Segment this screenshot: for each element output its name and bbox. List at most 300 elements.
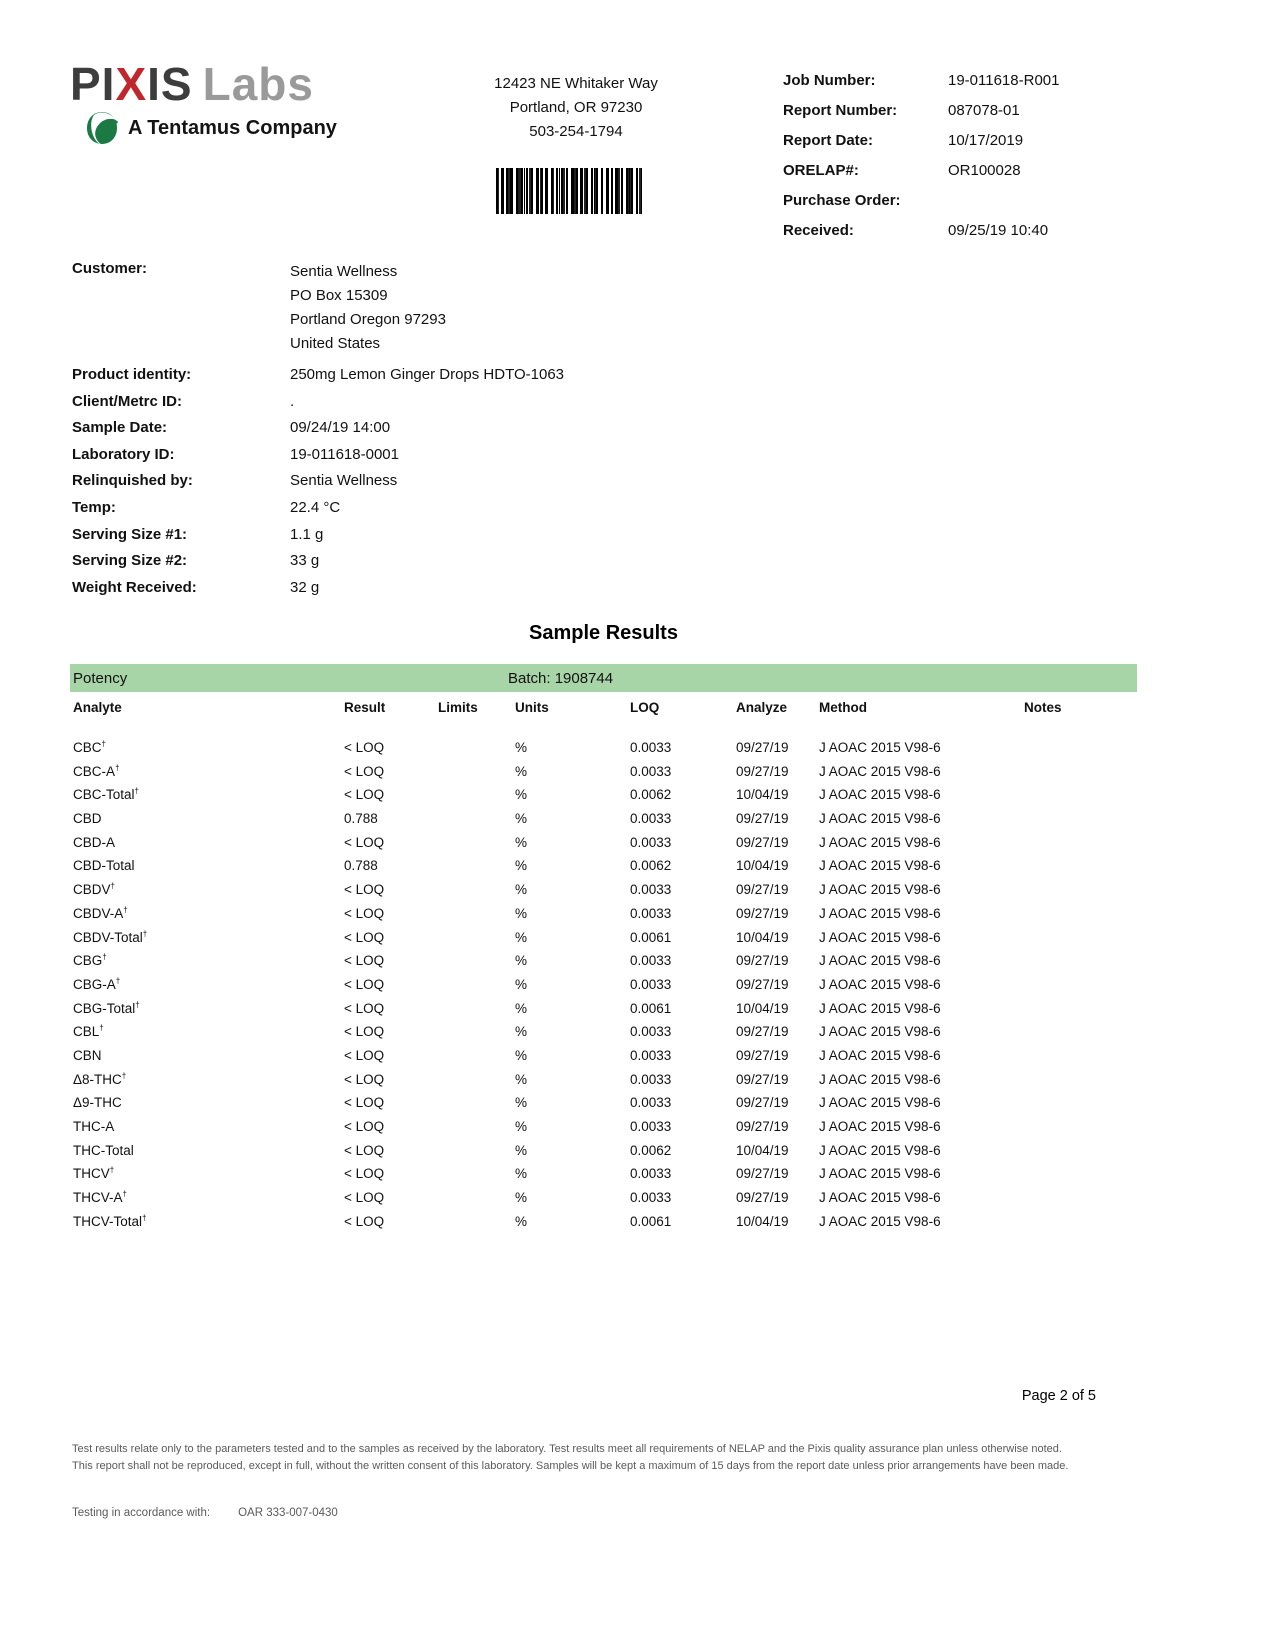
loq-cell: 0.0062 [630, 858, 672, 874]
accordance-label: Testing in accordance with: [72, 1507, 211, 1519]
limits-cell [438, 1210, 515, 1234]
table-row [70, 1162, 1137, 1186]
table-row [70, 997, 1137, 1021]
notes-cell [1024, 1210, 1137, 1234]
sample-info-value: 22.4 °C [290, 498, 341, 516]
accordance-line [72, 1507, 338, 1519]
table-row [70, 1139, 1137, 1163]
loq-cell: 0.0033 [630, 1095, 672, 1111]
notes-cell [1024, 1068, 1137, 1092]
notes-cell [1024, 1139, 1137, 1163]
method-cell: J AOAC 2015 V98-6 [819, 740, 941, 755]
dagger-mark: † [99, 1023, 104, 1033]
sample-info-row [72, 526, 872, 553]
notes-cell [1024, 1091, 1137, 1115]
sample-info-label: Relinquished by: [72, 472, 193, 490]
table-row [70, 1020, 1137, 1044]
result-cell: < LOQ [344, 740, 385, 755]
sample-info-row [72, 366, 872, 393]
loq-cell: 0.0033 [630, 1190, 672, 1206]
dagger-mark: † [122, 1189, 128, 1199]
limits-cell [438, 783, 515, 807]
method-cell: J AOAC 2015 V98-6 [819, 834, 941, 850]
meta-label: Report Date: [783, 132, 874, 149]
units-cell: % [515, 882, 528, 898]
barcode [496, 168, 642, 214]
table-row [70, 854, 1137, 878]
limits-cell [438, 997, 515, 1021]
logo-text-is: IS [147, 58, 193, 110]
result-cell: < LOQ [344, 1190, 385, 1206]
address-phone: 503-254-1794 [529, 123, 623, 140]
loq-cell: 0.0033 [630, 953, 672, 969]
column-header: Units [515, 700, 549, 715]
batch-number: Batch: 1908744 [508, 669, 614, 687]
notes-cell [1024, 736, 1137, 760]
result-cell: < LOQ [344, 929, 385, 945]
dagger-mark: † [142, 929, 148, 938]
notes-cell [1024, 1162, 1137, 1186]
table-row [70, 1210, 1137, 1234]
result-cell: 0.788 [344, 811, 378, 827]
address-line1: 12423 NE Whitaker Way [494, 75, 658, 92]
dagger-mark: † [101, 739, 107, 749]
result-cell: < LOQ [344, 1095, 385, 1111]
analyze-date-cell: 09/27/19 [736, 1119, 789, 1134]
sample-info-value: 250mg Lemon Ginger Drops HDTO-1063 [290, 366, 565, 383]
table-row [70, 1044, 1137, 1068]
analyte-name: Δ8-THC [73, 1071, 122, 1087]
analyte-cell [73, 973, 344, 997]
units-cell: % [515, 1095, 528, 1111]
limits-cell [438, 807, 515, 831]
units-cell: % [515, 1213, 528, 1229]
loq-cell: 0.0033 [630, 1166, 672, 1182]
sample-info-value: Sentia Wellness [290, 472, 398, 490]
limits-cell [438, 1186, 515, 1210]
limits-cell [438, 902, 515, 926]
column-header: Analyze [736, 700, 788, 715]
limits-cell [438, 878, 515, 902]
analyze-date-cell: 09/27/19 [736, 811, 789, 827]
sample-info-row [72, 499, 872, 526]
sample-info-label: Weight Received: [72, 578, 197, 596]
limits-cell [438, 854, 515, 878]
notes-cell [1024, 926, 1137, 950]
sample-info-label: Client/Metrc ID: [72, 392, 183, 410]
dagger-mark: † [109, 1165, 115, 1175]
customer-address-line: Sentia Wellness [290, 263, 398, 280]
analyte-name: THCV-Total [73, 1213, 143, 1229]
footer-disclaimer: Test results relate only to the parameters tested and to the samples as received by the laboratory. Test results meet all requirements of NELAP and the Pixis quality assurance plan unless otherwise noted. This report shall not be reproduced, except in full, without the written consent of this laboratory. Samples will be kept a maximum of 15 days from the report date unless prior arrangements have been made. [72, 1443, 1069, 1472]
sample-info-value: 19-011618-0001 [290, 445, 399, 463]
analyte-name: THC-Total [73, 1142, 134, 1158]
loq-cell: 0.0033 [630, 1119, 672, 1134]
logo-text-pi: PI [70, 58, 116, 110]
analyze-date-cell: 09/27/19 [736, 740, 789, 755]
units-cell: % [515, 1047, 528, 1063]
loq-cell: 0.0033 [630, 811, 672, 827]
analyte-cell [73, 831, 344, 855]
sample-info-label: Laboratory ID: [72, 445, 175, 463]
potency-band [70, 664, 1137, 692]
meta-row [783, 162, 1203, 192]
units-cell: % [515, 740, 528, 755]
sample-info-label: Temp: [72, 498, 116, 516]
dagger-mark: † [115, 976, 121, 986]
loq-cell: 0.0033 [630, 834, 672, 850]
sample-info-row [72, 393, 872, 420]
limits-cell [438, 831, 515, 855]
analyze-date-cell: 09/27/19 [736, 882, 789, 898]
method-cell: J AOAC 2015 V98-6 [819, 1142, 941, 1158]
meta-value: 09/25/19 10:40 [948, 222, 1049, 239]
report-meta [783, 72, 1203, 252]
meta-row [783, 132, 1203, 162]
method-cell: J AOAC 2015 V98-6 [819, 858, 941, 874]
analyze-date-cell: 09/27/19 [736, 976, 789, 992]
meta-value: 087078-01 [948, 102, 1020, 119]
analyte-name: CBG [73, 953, 103, 969]
page-number: Page 2 of 5 [1021, 1388, 1096, 1404]
analyte-cell [73, 854, 344, 878]
notes-cell [1024, 973, 1137, 997]
meta-row [783, 222, 1203, 252]
logo-wordmark [70, 60, 337, 108]
units-cell: % [515, 811, 528, 827]
dagger-mark: † [121, 1071, 127, 1081]
analyte-cell [73, 1186, 344, 1210]
limits-cell [438, 973, 515, 997]
units-cell: % [515, 1142, 528, 1158]
dagger-mark: † [135, 1000, 140, 1010]
analyte-name: CBC-A [73, 763, 116, 779]
meta-value: 10/17/2019 [948, 132, 1024, 149]
result-cell: < LOQ [344, 787, 385, 803]
limits-cell [438, 736, 515, 760]
analyze-date-cell: 09/27/19 [736, 1047, 789, 1063]
notes-cell [1024, 902, 1137, 926]
analyte-name: Δ9-THC [73, 1095, 122, 1111]
result-cell: < LOQ [344, 1213, 385, 1229]
sample-info-label: Serving Size #2: [72, 552, 188, 570]
table-row [70, 831, 1137, 855]
result-cell: < LOQ [344, 976, 385, 992]
limits-cell [438, 1044, 515, 1068]
limits-cell [438, 1139, 515, 1163]
analyze-date-cell: 09/27/19 [736, 1190, 789, 1206]
notes-cell [1024, 760, 1137, 784]
sample-info-label: Sample Date: [72, 419, 168, 437]
analyze-date-cell: 10/04/19 [736, 1000, 789, 1016]
sample-info-value: 33 g [290, 552, 320, 570]
analyte-cell [73, 997, 344, 1021]
notes-cell [1024, 831, 1137, 855]
analyte-cell [73, 1091, 344, 1115]
limits-cell [438, 1020, 515, 1044]
sample-info-row [72, 579, 872, 606]
limits-cell [438, 1068, 515, 1092]
units-cell: % [515, 834, 528, 850]
column-header: Result [344, 700, 386, 715]
analyte-name: CBDV [73, 882, 111, 898]
dagger-mark: † [123, 905, 128, 915]
meta-label: Received: [783, 222, 854, 239]
method-cell: J AOAC 2015 V98-6 [819, 882, 941, 898]
analyte-cell [73, 1210, 344, 1234]
result-cell: < LOQ [344, 1071, 385, 1087]
table-row [70, 760, 1137, 784]
notes-cell [1024, 878, 1137, 902]
loq-cell: 0.0062 [630, 787, 672, 803]
method-cell: J AOAC 2015 V98-6 [819, 953, 941, 969]
loq-cell: 0.0061 [630, 1213, 672, 1229]
logo-tagline: A Tentamus Company [128, 116, 337, 139]
result-cell: < LOQ [344, 882, 385, 898]
analyte-name: CBD [73, 811, 102, 827]
result-cell: < LOQ [344, 953, 385, 969]
analyze-date-cell: 09/27/19 [736, 1095, 789, 1111]
column-header: LOQ [630, 700, 660, 715]
method-cell: J AOAC 2015 V98-6 [819, 905, 941, 921]
analyte-cell [73, 926, 344, 950]
loq-cell: 0.0033 [630, 1024, 672, 1040]
analyze-date-cell: 10/04/19 [736, 1142, 789, 1158]
notes-cell [1024, 1115, 1137, 1139]
column-header: Analyte [73, 700, 122, 715]
units-cell: % [515, 763, 528, 779]
analyze-date-cell: 09/27/19 [736, 1071, 789, 1087]
units-cell: % [515, 953, 528, 969]
analyte-name: CBC-Total [73, 787, 135, 803]
analyte-cell [73, 1020, 344, 1044]
analyte-name: CBN [73, 1047, 102, 1063]
table-row [70, 1186, 1137, 1210]
loq-cell: 0.0033 [630, 882, 672, 898]
analyte-name: CBDV-A [73, 905, 124, 921]
units-cell: % [515, 1190, 528, 1206]
column-header: Limits [438, 700, 478, 715]
analyze-date-cell: 10/04/19 [736, 1213, 789, 1229]
result-cell: < LOQ [344, 1047, 385, 1063]
table-row [70, 1091, 1137, 1115]
method-cell: J AOAC 2015 V98-6 [819, 1213, 941, 1229]
dagger-mark: † [115, 763, 120, 773]
dagger-mark: † [102, 952, 107, 962]
sample-info-row [72, 472, 872, 499]
method-cell: J AOAC 2015 V98-6 [819, 1166, 941, 1182]
loq-cell: 0.0033 [630, 1047, 672, 1063]
loq-cell: 0.0033 [630, 763, 672, 779]
dagger-mark: † [142, 1213, 147, 1223]
table-row [70, 902, 1137, 926]
limits-cell [438, 1162, 515, 1186]
accordance-value: OAR 333-007-0430 [238, 1507, 338, 1519]
sample-info-block [72, 366, 872, 605]
analyte-cell [73, 902, 344, 926]
notes-cell [1024, 783, 1137, 807]
notes-cell [1024, 1020, 1137, 1044]
method-cell: J AOAC 2015 V98-6 [819, 976, 941, 992]
customer-block [72, 260, 446, 356]
customer-address-line: Portland Oregon 97293 [290, 311, 446, 328]
sample-info-value: 32 g [290, 578, 320, 596]
loq-cell: 0.0033 [630, 740, 672, 755]
method-cell: J AOAC 2015 V98-6 [819, 787, 941, 803]
units-cell: % [515, 1119, 528, 1134]
meta-row [783, 192, 1203, 222]
analyze-date-cell: 09/27/19 [736, 1166, 789, 1182]
analyte-name: CBD-Total [73, 858, 135, 874]
analyte-cell [73, 1115, 344, 1139]
table-row [70, 973, 1137, 997]
analyte-name: THC-A [73, 1119, 115, 1134]
limits-cell [438, 760, 515, 784]
units-cell: % [515, 1024, 528, 1040]
method-cell: J AOAC 2015 V98-6 [819, 1047, 941, 1063]
units-cell: % [515, 858, 528, 874]
analyze-date-cell: 09/27/19 [736, 905, 789, 921]
results-table [70, 664, 1137, 1233]
result-cell: < LOQ [344, 834, 385, 850]
table-row [70, 878, 1137, 902]
address-line2: Portland, OR 97230 [509, 99, 643, 116]
analyze-date-cell: 09/27/19 [736, 834, 789, 850]
meta-row [783, 72, 1203, 102]
limits-cell [438, 949, 515, 973]
analyte-name: CBL [73, 1024, 100, 1040]
table-row [70, 736, 1137, 760]
method-cell: J AOAC 2015 V98-6 [819, 1095, 941, 1111]
limits-cell [438, 926, 515, 950]
meta-value: 19-011618-R001 [948, 72, 1060, 89]
analyte-cell [73, 1044, 344, 1068]
sample-info-value: 09/24/19 14:00 [290, 419, 391, 437]
analyte-name: CBG-Total [73, 1000, 136, 1016]
meta-label: Job Number: [783, 72, 876, 89]
analyte-cell [73, 736, 344, 760]
logo-text-x: X [115, 58, 148, 110]
notes-cell [1024, 807, 1137, 831]
units-cell: % [515, 1071, 528, 1087]
loq-cell: 0.0061 [630, 929, 672, 945]
table-row [70, 1068, 1137, 1092]
analyte-cell [73, 878, 344, 902]
analyte-name: CBG-A [73, 976, 116, 992]
loq-cell: 0.0033 [630, 1071, 672, 1087]
notes-cell [1024, 1186, 1137, 1210]
table-body [70, 736, 1137, 1233]
result-cell: < LOQ [344, 1166, 385, 1182]
result-cell: < LOQ [344, 1024, 385, 1040]
method-cell: J AOAC 2015 V98-6 [819, 1071, 941, 1087]
result-cell: < LOQ [344, 1142, 385, 1158]
method-cell: J AOAC 2015 V98-6 [819, 1190, 941, 1206]
sample-info-label: Serving Size #1: [72, 525, 188, 543]
method-cell: J AOAC 2015 V98-6 [819, 929, 941, 945]
analyte-cell [73, 760, 344, 784]
sample-info-row [72, 552, 872, 579]
limits-cell [438, 1091, 515, 1115]
result-cell: < LOQ [344, 1119, 385, 1134]
notes-cell [1024, 997, 1137, 1021]
column-header: Method [819, 700, 867, 715]
units-cell: % [515, 787, 528, 803]
analyze-date-cell: 10/04/19 [736, 787, 789, 803]
method-cell: J AOAC 2015 V98-6 [819, 763, 941, 779]
lab-address [430, 72, 722, 144]
table-row [70, 783, 1137, 807]
analyte-cell [73, 783, 344, 807]
meta-row [783, 102, 1203, 132]
table-row [70, 926, 1137, 950]
method-cell: J AOAC 2015 V98-6 [819, 1024, 941, 1040]
logo-text-labs: Labs [202, 58, 314, 110]
sample-info-row [72, 446, 872, 473]
column-header: Notes [1024, 700, 1062, 715]
notes-cell [1024, 949, 1137, 973]
units-cell: % [515, 905, 528, 921]
sample-info-label: Product identity: [72, 366, 192, 383]
units-cell: % [515, 1166, 528, 1182]
sample-info-value: 1.1 g [290, 525, 324, 543]
table-header-row [70, 700, 1137, 715]
limits-cell [438, 1115, 515, 1139]
pixis-labs-logo [70, 60, 337, 146]
table-row [70, 807, 1137, 831]
loq-cell: 0.0062 [630, 1142, 672, 1158]
analyte-name: THCV-A [73, 1190, 123, 1206]
notes-cell [1024, 1044, 1137, 1068]
sample-info-value: . [290, 392, 295, 410]
analyze-date-cell: 09/27/19 [736, 1024, 789, 1040]
loq-cell: 0.0033 [630, 905, 672, 921]
result-cell: < LOQ [344, 763, 385, 779]
table-row [70, 949, 1137, 973]
result-cell: < LOQ [344, 905, 385, 921]
analyze-date-cell: 10/04/19 [736, 858, 789, 874]
units-cell: % [515, 1000, 528, 1016]
method-cell: J AOAC 2015 V98-6 [819, 1000, 941, 1016]
units-cell: % [515, 976, 528, 992]
analyte-cell [73, 1139, 344, 1163]
sample-info-row [72, 419, 872, 446]
dagger-mark: † [134, 786, 140, 796]
result-cell: 0.788 [344, 858, 378, 874]
analyze-date-cell: 10/04/19 [736, 929, 789, 945]
meta-value: OR100028 [948, 162, 1021, 179]
leaf-icon [84, 110, 120, 146]
loq-cell: 0.0061 [630, 1000, 672, 1016]
sample-results-title: Sample Results [529, 622, 678, 644]
meta-label: Purchase Order: [783, 192, 901, 209]
customer-address-line: PO Box 15309 [290, 287, 388, 304]
customer-label: Customer: [72, 260, 148, 277]
logo-tagline-row [84, 110, 337, 146]
meta-label: ORELAP#: [783, 162, 859, 179]
analyte-name: THCV [73, 1166, 110, 1182]
notes-cell [1024, 854, 1137, 878]
table-row [70, 1115, 1137, 1139]
analyze-date-cell: 09/27/19 [736, 953, 789, 969]
meta-label: Report Number: [783, 102, 898, 119]
customer-address [290, 260, 446, 356]
customer-address-line: United States [290, 335, 381, 352]
analyte-name: CBC [73, 740, 102, 755]
analyte-cell [73, 807, 344, 831]
units-cell: % [515, 929, 528, 945]
method-cell: J AOAC 2015 V98-6 [819, 1119, 941, 1134]
